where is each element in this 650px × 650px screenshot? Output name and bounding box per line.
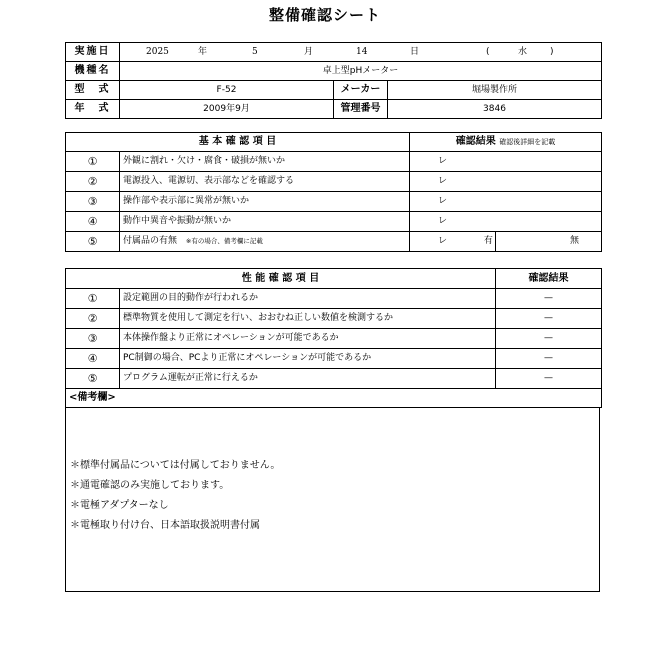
table-row xyxy=(66,329,602,349)
date-day-unit: 日 xyxy=(410,46,420,57)
row-text: 電源投入、電源切、表示部などを確認する xyxy=(120,172,410,192)
row-text: 標準物質を使用して測定を行い、おおむね正しい数値を検測するか xyxy=(120,309,496,329)
page-title: 整備確認シート xyxy=(268,6,381,24)
row-number: ③ xyxy=(66,192,120,212)
row-result: — xyxy=(496,309,602,329)
row-text-accessories xyxy=(120,232,410,252)
row-result: — xyxy=(496,289,602,309)
weekday-close: ) xyxy=(550,46,554,57)
mgmt-label: 管理番号 xyxy=(334,100,388,119)
row-text: PC制御の場合、PCより正常にオペレーションが可能であるか xyxy=(120,349,496,369)
accessories-text: 付属品の有無 xyxy=(123,236,178,246)
date-day: 14 xyxy=(356,46,368,57)
row-result: レ xyxy=(410,192,602,212)
basic-header-result xyxy=(410,133,602,152)
table-row xyxy=(66,192,602,212)
row-text: 本体操作盤より正常にオペレーションが可能であるか xyxy=(120,329,496,349)
table-row xyxy=(66,172,602,192)
perf-header-result: 確認結果 xyxy=(496,269,602,289)
accessories-result-has xyxy=(410,232,496,252)
date-row xyxy=(120,43,602,62)
accessories-check: レ xyxy=(438,236,448,246)
basic-check-table xyxy=(65,132,602,252)
row-result: レ xyxy=(410,212,602,232)
basic-header-result-note: 確認後詳細を記載 xyxy=(499,138,556,146)
date-label: 実施日 xyxy=(66,43,120,62)
row-result: レ xyxy=(410,172,602,192)
remarks-header: <備考欄> xyxy=(66,389,602,408)
maker-value: 堀場製作所 xyxy=(388,81,602,100)
row-number: ③ xyxy=(66,329,120,349)
model-value: F-52 xyxy=(120,81,334,100)
row-number: ② xyxy=(66,172,120,192)
row-number: ④ xyxy=(66,349,120,369)
machine-label: 機種名 xyxy=(66,62,120,81)
table-row xyxy=(66,309,602,329)
row-number: ⑤ xyxy=(66,369,120,389)
model-label: 型 式 xyxy=(66,81,120,100)
row-result: — xyxy=(496,329,602,349)
row-number: ① xyxy=(66,152,120,172)
date-year-unit: 年 xyxy=(198,46,208,57)
table-row xyxy=(66,349,602,369)
date-month-unit: 月 xyxy=(304,46,314,57)
row-number: ④ xyxy=(66,212,120,232)
remarks-line: ＊電極アダプターなし xyxy=(70,500,169,511)
table-row xyxy=(66,232,602,252)
table-row xyxy=(66,369,602,389)
row-text: 操作部や表示部に異常が無いか xyxy=(120,192,410,212)
perf-header-item: 性 能 確 認 項 目 xyxy=(66,269,496,289)
year-model-value: 2009年9月 xyxy=(120,100,334,119)
machine-value: 卓上型pHメーター xyxy=(120,62,602,81)
row-number: ① xyxy=(66,289,120,309)
date-month: 5 xyxy=(252,46,258,57)
accessories-has-label: 有 xyxy=(483,236,493,246)
table-row xyxy=(66,152,602,172)
row-text: 動作中異音や振動が無いか xyxy=(120,212,410,232)
basic-header-result-label: 確認結果 xyxy=(455,136,496,147)
accessories-none-label: 無 xyxy=(496,232,602,252)
row-number: ⑤ xyxy=(66,232,120,252)
row-text: プログラム運転が正常に行えるか xyxy=(120,369,496,389)
date-year: 2025 xyxy=(146,46,169,57)
year-model-label: 年 式 xyxy=(66,100,120,119)
info-table xyxy=(65,42,602,119)
row-number: ② xyxy=(66,309,120,329)
row-result: — xyxy=(496,369,602,389)
row-result: レ xyxy=(410,152,602,172)
table-row xyxy=(66,289,602,309)
accessories-note: ※有の場合、備考欄に記載 xyxy=(185,237,263,245)
maker-label: メーカー xyxy=(334,81,388,100)
remarks-line: ＊通電確認のみ実施しております。 xyxy=(70,480,230,491)
mgmt-value: 3846 xyxy=(388,100,602,119)
row-result: — xyxy=(496,349,602,369)
remarks-box xyxy=(65,408,600,592)
remarks-line: ＊電極取り付け台、日本語取扱説明書付属 xyxy=(70,520,260,531)
basic-header-item: 基 本 確 認 項 目 xyxy=(66,133,410,152)
row-text: 設定範囲の目的動作が行われるか xyxy=(120,289,496,309)
remarks-line: ＊標準付属品については付属しておりません。 xyxy=(70,460,281,471)
table-row xyxy=(66,212,602,232)
weekday-open: ( xyxy=(486,46,490,57)
date-weekday: 水 xyxy=(518,46,528,57)
performance-check-table xyxy=(65,268,602,408)
row-text: 外観に割れ・欠け・腐食・破損が無いか xyxy=(120,152,410,172)
